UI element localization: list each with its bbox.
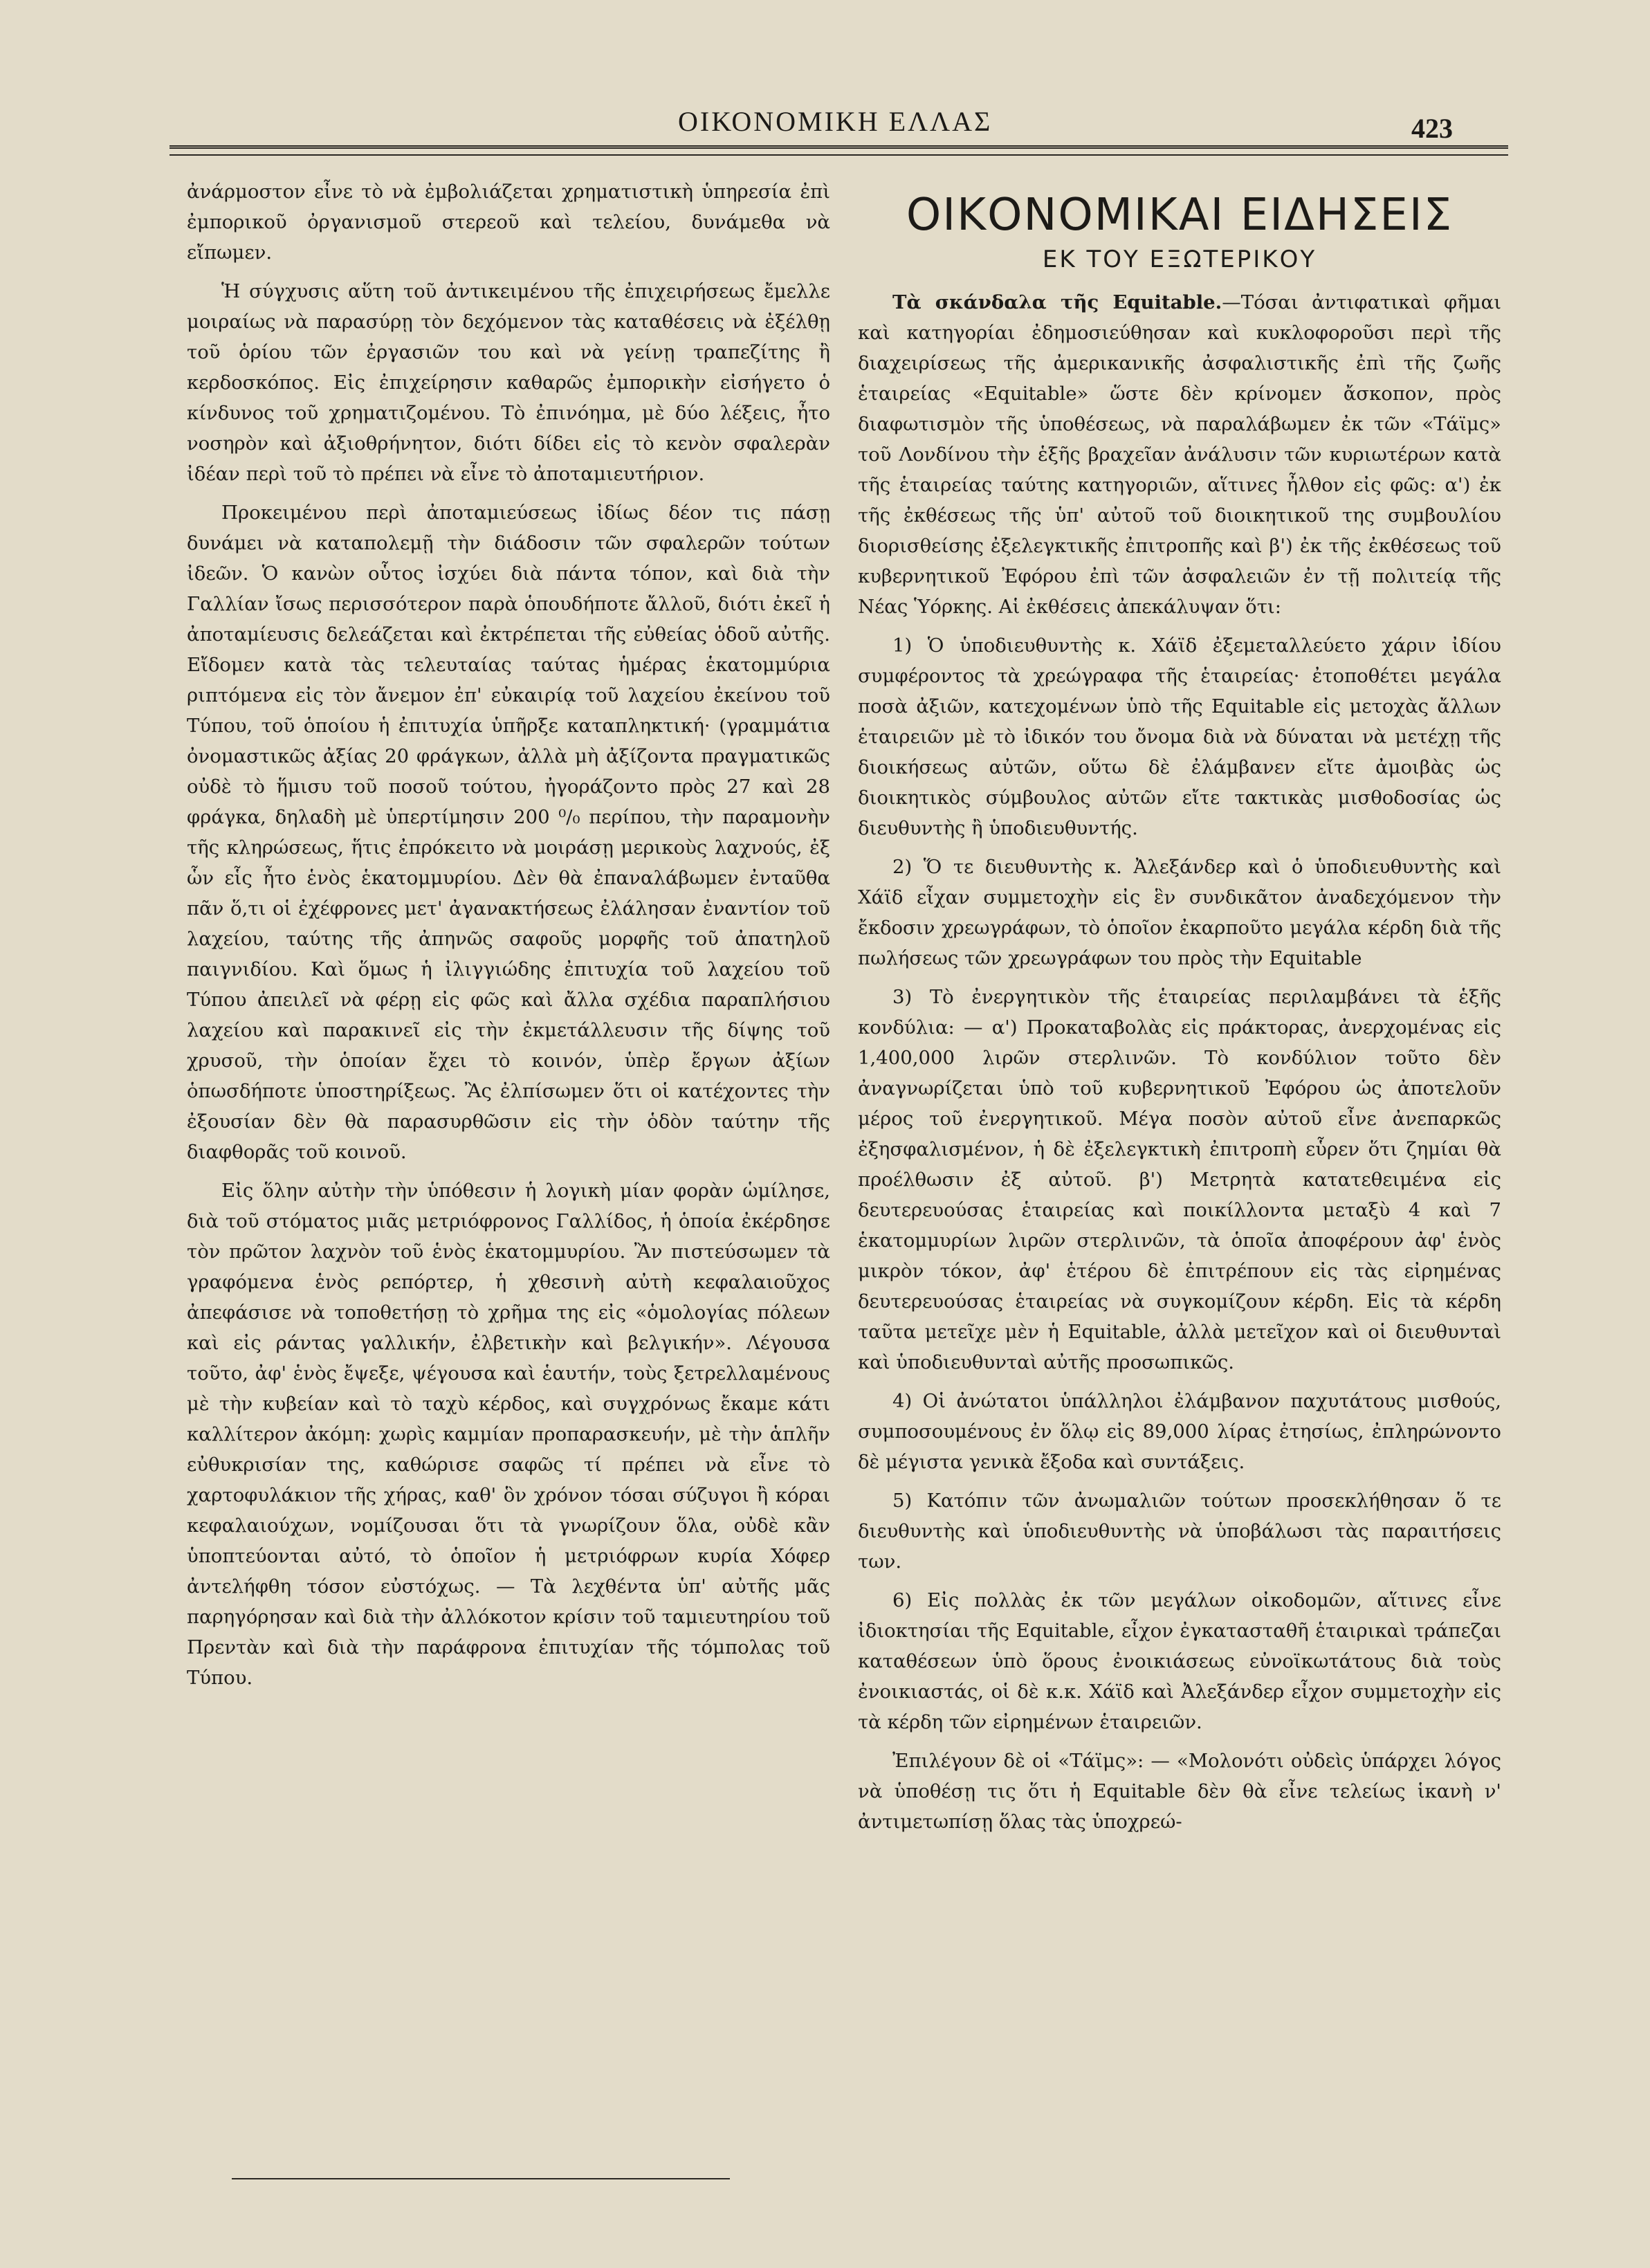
article-lead-paragraph — [858, 287, 1501, 622]
left-column — [187, 176, 830, 1701]
right-paragraph-3: 2) Ὅ τε διευθυντὴς κ. Ἀλεξάνδερ καὶ ὁ ὑποδιευθυντὴς καὶ Χάϊδ εἶχαν συμμετοχὴν εἰς ἓν συνδικᾶτον ἀναδεχόμενον τὴν ἔκδοσιν χρεωγράφων, τὸ ὁποῖον ἐκαρποῦτο μεγάλα κέρδη διὰ τῆς πωλήσεως τῶν χρεωγράφων του πρὸς τὴν Equitable — [858, 856, 1501, 969]
article-lead-text: —Τόσαι ἀντιφατικαὶ φῆμαι καὶ κατηγορίαι ἐδημοσιεύθησαν καὶ κυκλοφοροῦσι περὶ τῆς διαχειρίσεως τῆς ἀμερικανικῆς ἀσφαλιστικῆς ἐπὶ τῆς ζωῆς ἑταιρείας «Equitable» ὥστε δὲν κρίνομεν ἄσκοπον, πρὸς διαφωτισμὸν τῆς ὑποθέσεως, νὰ παραλάβωμεν ἐκ τῶν «Τάϊμς» τοῦ Λονδίνου τὴν ἑξῆς βραχεῖαν ἀνάλυσιν τῶν κυριωτέρων κατὰ τῆς ἑταιρείας ταύτης κατηγοριῶν, αἵτινες ἦλθον εἰς φῶς: α') ἐκ τῆς ἐκθέσεως τῆς ὑπ' αὐτοῦ τοῦ διοικητικοῦ της συμβουλίου διορισθείσης ἐξελεγκτικῆς ἐπιτροπῆς καὶ β') ἐκ τῆς ἐκθέσεως τοῦ κυβερνητικοῦ Ἐφόρου ἐπὶ τῶν ἀσφαλειῶν ἐν τῇ πολιτείᾳ τῆς Νέας Ὑόρκης. Αἱ ἐκθέσεις ἀπεκάλυψαν ὅτι: — [858, 291, 1501, 618]
right-paragraph-6: 5) Κατόπιν τῶν ἀνωμαλιῶν τούτων προσεκλήθησαν ὅ τε διευθυντὴς καὶ ὑποδιευθυντὴς νὰ ὑποβάλωσι τὰς παραιτήσεις των. — [858, 1490, 1501, 1573]
section-subtitle: ΕΚ ΤΟΥ ΕΞΩΤΕΡΙΚΟΥ — [1042, 246, 1317, 273]
header-rule — [169, 145, 1508, 156]
right-paragraph-7: 6) Εἰς πολλὰς ἐκ τῶν μεγάλων οἰκοδομῶν, αἵτινες εἶνε ἰδιοκτησίαι τῆς Equitable, εἶχον ἐγκατασταθῆ ἑταιρικαὶ τράπεζαι καταθέσεων ὑπὸ ὅρους ἐνοικιάσεως εὐνοϊκωτάτους διὰ τοὺς ἐνοικιαστάς, οἱ δὲ κ.κ. Χάϊδ καὶ Ἀλεξάνδερ εἶχον συμμετοχὴν εἰς τὰ κέρδη τῶν εἰρημένων ἑταιρειῶν. — [858, 1589, 1501, 1733]
running-header-title: ΟΙΚΟΝΟΜΙΚΗ ΕΛΛΑΣ — [678, 106, 993, 137]
right-paragraph-2: 1) Ὁ ὑποδιευθυντὴς κ. Χάϊδ ἐξεμεταλλεύετο χάριν ἰδίου συμφέροντος τὰ χρεώγραφα τῆς ἑταιρείας· ἐτοποθέτει μεγάλα ποσὰ ἀξιῶν, κατεχομένων ὑπὸ τῆς Equitable εἰς μετοχὰς ἄλλων ἑταιρειῶν μὲ τὸ ἰδικόν του ὄνομα διὰ νὰ δύναται νὰ μετέχῃ τῆς διοικήσεως αὐτῶν, οὕτω δὲ ἐλάμβανεν εἴτε ἀμοιβὰς ὡς διοικητικὸς σύμβουλος αὐτῶν εἴτε τακτικὰς μισθοδοσίας ὡς διευθυντὴς ἢ ὑποδιευθυντής. — [858, 634, 1501, 839]
left-paragraph-3: Προκειμένου περὶ ἀποταμιεύσεως ἰδίως δέον τις πάσῃ δυνάμει νὰ καταπολεμῇ τὴν διάδοσιν τῶν σφαλερῶν τούτων ἰδεῶν. Ὁ κανὼν οὗτος ἰσχύει διὰ πάντα τόπον, καὶ διὰ τὴν Γαλλίαν ἴσως περισσότερον παρὰ ὁπουδήποτε ἄλλοῦ, διότι ἐκεῖ ἡ ἀποταμίευσις δελεάζεται καὶ ἐκτρέπεται τῆς εὐθείας ὁδοῦ αὐτῆς. Εἴδομεν κατὰ τὰς τελευταίας ταύτας ἡμέρας ἑκατομμύρια ριπτόμενα εἰς τὸν ἄνεμον ἐπ' εὐκαιρίᾳ τοῦ λαχείου ἐκείνου τοῦ Τύπου, τοῦ ὁποίου ἡ ἐπιτυχία ὑπῆρξε καταπληκτική· (γραμμάτια ὀνομαστικῶς ἀξίας 20 φράγκων, ἀλλὰ μὴ ἀξίζοντα πραγματικῶς οὐδὲ τὸ ἥμισυ τοῦ ποσοῦ τούτου, ἠγοράζοντο πρὸς 27 καὶ 28 φράγκα, δηλαδὴ μὲ ὑπερτίμησιν 200 ⁰/₀ περίπου, τὴν παραμονὴν τῆς κληρώσεως, ἥτις ἐπρόκειτο νὰ μοιράσῃ μερικοὺς λαχνούς, ἐξ ὧν εἷς ἦτο ἑνὸς ἑκατομμυρίου. Δὲν θὰ ἐπαναλάβωμεν ἐνταῦθα πᾶν ὅ,τι οἱ ἐχέφρονες μετ' ἀγανακτήσεως ἐλάλησαν ἐναντίον τοῦ λαχείου, ταύτης τῆς ἀπηνῶς σαφοῦς μορφῆς τοῦ ἀπατηλοῦ παιγνιδίου. Καὶ ὅμως ἡ ἰλιγγιώδης ἐπιτυχία τοῦ λαχείου τοῦ Τύπου ἀπειλεῖ νὰ φέρῃ εἰς φῶς καὶ ἄλλα σχέδια παραπλήσιου λαχείου καὶ παρακινεῖ εἰς τὴν ἐκμετάλλευσιν τῆς δίψης τοῦ χρυσοῦ, τὴν ὁποίαν ἔχει τὸ κοινόν, ὑπὲρ ἔργων ἀξίων ὁπωσδήποτε ὑποστηρίξεως. Ἂς ἐλπίσωμεν ὅτι οἱ κατέχοντες τὴν ἐξουσίαν δὲν θὰ παρασυρθῶσιν εἰς τὴν ὁδὸν ταύτην τῆς διαφθορᾶς τοῦ κοινοῦ. — [187, 502, 830, 1163]
footer-rule — [232, 2178, 730, 2179]
section-title: ΟΙΚΟΝΟΜΙΚΑΙ ΕΙΔΗΣΕΙΣ — [906, 190, 1454, 241]
right-column — [858, 176, 1501, 1845]
article-title: Τὰ σκάνδαλα τῆς Equitable. — [892, 291, 1222, 313]
page-number: 423 — [1411, 113, 1453, 144]
left-paragraph-2: Ἡ σύγχυσις αὕτη τοῦ ἀντικειμένου τῆς ἐπιχειρήσεως ἔμελλε μοιραίως νὰ παρασύρῃ τὸν δεχόμενον τὰς καταθέσεις νὰ ἐξέλθῃ τοῦ ὁρίου τῶν ἐργασιῶν του καὶ νὰ γείνῃ τραπεζίτης ἢ κερδοσκόπος. Εἰς ἐπιχείρησιν καθαρῶς ἐμπορικὴν εἰσήγετο ὁ κίνδυνος τοῦ χρηματιζομένου. Τὸ ἐπινόημα, μὲ δύο λέξεις, ἦτο νοσηρὸν καὶ ἀξιοθρήνητον, διότι δίδει εἰς τὸ κενὸν σφαλερὰν ἰδέαν περὶ τοῦ τὸ πρέπει νὰ εἶνε τὸ ἀποταμιευτήριον. — [187, 280, 830, 485]
right-paragraph-5: 4) Οἱ ἀνώτατοι ὑπάλληλοι ἐλάμβανον παχυτάτους μισθούς, συμποσουμένους ἐν ὅλῳ εἰς 89,000 λίρας ἐτησίως, ἐπληρώνοντο δὲ μέγιστα γενικὰ ἔξοδα καὶ συντάξεις. — [858, 1390, 1501, 1473]
left-paragraph-4: Εἰς ὅλην αὐτὴν τὴν ὑπόθεσιν ἡ λογικὴ μίαν φορὰν ὡμίλησε, διὰ τοῦ στόματος μιᾶς μετριόφρονος Γαλλίδος, ἡ ὁποία ἐκέρδησε τὸν πρῶτον λαχνὸν τοῦ ἑνὸς ἑκατομμυρίου. Ἂν πιστεύσωμεν τὰ γραφόμενα ἑνὸς ρεπόρτερ, ἡ χθεσινὴ αὐτὴ κεφαλαιοῦχος ἀπεφάσισε νὰ τοποθετήσῃ τὸ χρῆμα της εἰς «ὁμολογίας πόλεων καὶ εἰς ράντας γαλλικήν, ἐλβετικὴν καὶ βελγικήν». Λέγουσα τοῦτο, ἀφ' ἑνὸς ἔψεξε, ψέγουσα καὶ ἑαυτήν, τοὺς ξετρελλαμένους μὲ τὴν κυβείαν καὶ τὸ ταχὺ κέρδος, καὶ συγχρόνως ἔκαμε κάτι καλλίτερον ἀκόμη: χωρὶς καμμίαν προπαρασκευήν, μὲ τὴν ἁπλῆν εὐθυκρισίαν της, καθώρισε σαφῶς τί πρέπει νὰ εἶνε τὸ χαρτοφυλάκιον τῆς χήρας, καθ' ὃν χρόνον τόσαι σύζυγοι ἢ κόραι κεφαλαιούχων, νομίζουσαι ὅτι τὰ γνωρίζουν ὅλα, οὐδὲ κἂν ὑποπτεύονται αὐτό, τὸ ὁποῖον ἡ μετριόφρων κυρία Χόφερ ἀντελήφθη τόσον εὐστόχως. — Τὰ λεχθέντα ὑπ' αὐτῆς μᾶς παρηγόρησαν καὶ διὰ τὴν ἀλλόκοτον κρίσιν τοῦ ταμιευτηρίου τοῦ Πρεντὰν καὶ διὰ τὴν παράφρονα ἐπιτυχίαν τῆς τόμπολας τοῦ Τύπου. — [187, 1180, 830, 1689]
left-paragraph-1: ἀνάρμοστον εἶνε τὸ νὰ ἐμβολιάζεται χρηματιστικὴ ὑπηρεσία ἐπὶ ἐμπορικοῦ ὀργανισμοῦ στερεοῦ καὶ τελείου, δυνάμεθα νὰ εἴπωμεν. — [187, 181, 830, 264]
right-paragraph-4: 3) Τὸ ἐνεργητικὸν τῆς ἑταιρείας περιλαμβάνει τὰ ἑξῆς κονδύλια: — α') Προκαταβολὰς εἰς πράκτορας, ἀνερχομένας εἰς 1,400,000 λιρῶν στερλινῶν. Τὸ κονδύλιον τοῦτο δὲν ἀναγνωρίζεται ὑπὸ τοῦ κυβερνητικοῦ Ἐφόρου ὡς ἀποτελοῦν μέρος τοῦ ἐνεργητικοῦ. Μέγα ποσὸν αὐτοῦ εἶνε ἀνεπαρκῶς ἐξησφαλισμένον, ἡ δὲ ἐξελεγκτικὴ ἐπιτροπὴ εὗρεν ὅτι ζημίαι θὰ προέλθωσιν ἐξ αὐτοῦ. β') Μετρητὰ κατατεθειμένα εἰς δευτερευούσας ἑταιρείας καὶ ποικίλλοντα μεταξὺ 4 καὶ 7 ἑκατομμυρίων λιρῶν στερλινῶν, τὰ ὁποῖα ἀποφέρουν ἀφ' ἑνὸς μικρὸν τόκον, ἀφ' ἑτέρου δὲ ἐπιτρέπουν εἰς τὰς εἰρημένας δευτερευούσας ἑταιρείας νὰ συγκομίζουν κέρδη. Εἰς τὰ κέρδη ταῦτα μετεῖχε μὲν ἡ Equitable, ἀλλὰ μετεῖχον καὶ οἱ διευθυνταὶ καὶ ὑποδιευθυνταὶ αὐτῆς προσωπικῶς. — [858, 986, 1501, 1373]
right-paragraph-8: Ἐπιλέγουν δὲ οἱ «Τάϊμς»: — «Μολονότι οὐδεὶς ὑπάρχει λόγος νὰ ὑποθέσῃ τις ὅτι ἡ Equitable δὲν θὰ εἶνε τελείως ἱκανὴ ν' ἀντιμετωπίσῃ ὅλας τὰς ὑποχρεώ- — [858, 1750, 1501, 1833]
